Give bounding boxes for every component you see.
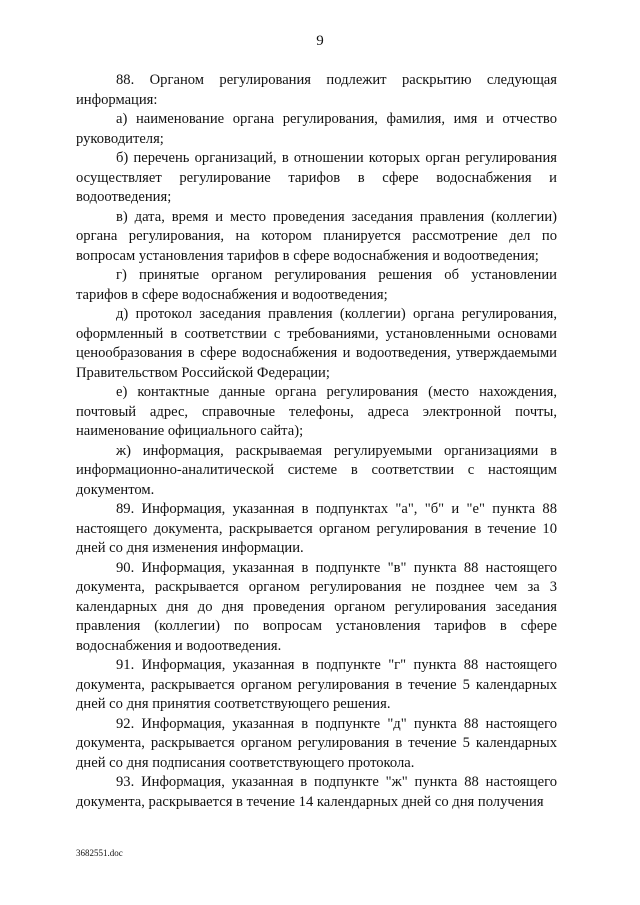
paragraph-88-e: е) контактные данные органа регулирования (место нахождения, почтовый адрес, справочные телефоны, адреса электронной почты, наименование официального сайта); (76, 384, 557, 439)
document-body (76, 71, 557, 812)
paragraph-88-b: б) перечень организаций, в отношении которых орган регулирования осуществляет регулирование тарифов в сфере водоснабжения и водоотведения; (76, 150, 557, 205)
paragraph-91: 91. Информация, указанная в подпункте "г" пункта 88 настоящего документа, раскрывается органом регулирования в течение 5 календарных дней со дня принятия соответствующего решения. (76, 657, 557, 712)
paragraph-88-g: г) принятые органом регулирования решения об установлении тарифов в сфере водоснабжения и водоотведения; (76, 267, 557, 303)
paragraph-93: 93. Информация, указанная в подпункте "ж" пункта 88 настоящего документа, раскрывается в течение 14 календарных дней со дня получения (76, 774, 557, 810)
paragraph-88-d: д) протокол заседания правления (коллегии) органа регулирования, оформленный в соответствии с требованиями, установленными основами ценообразования в сфере водоснабжения и водоотведения, утверждаемыми Правительством Российской Федерации; (76, 306, 557, 381)
footer-filename: 3682551.doc (76, 848, 123, 858)
paragraph-88-a: а) наименование органа регулирования, фамилия, имя и отчество руководителя; (76, 111, 557, 147)
paragraph-89: 89. Информация, указанная в подпунктах "а", "б" и "е" пункта 88 настоящего документа, раскрывается органом регулирования в течение 10 дней со дня изменения информации. (76, 501, 557, 556)
paragraph-92: 92. Информация, указанная в подпункте "д" пункта 88 настоящего документа, раскрывается органом регулирования в течение 5 календарных дней со дня подписания соответствующего протокола. (76, 715, 557, 771)
paragraph-90: 90. Информация, указанная в подпункте "в" пункта 88 настоящего документа, раскрывается органом регулирования не позднее чем за 3 календарных дня до дня проведения органом регулирования заседания правления (коллегии) по вопросам установления тарифов в сфере водоснабжения и водоотведения. (76, 559, 557, 654)
paragraph-88-zh: ж) информация, раскрываемая регулируемыми организациями в информационно-аналитической системе в соответствии с настоящим документом. (76, 442, 557, 498)
paragraph-88-v: в) дата, время и место проведения заседания правления (коллегии) органа регулирования, на котором планируется рассмотрение дел по вопросам установления тарифов в сфере водоснабжения и водоотведения; (76, 208, 557, 264)
paragraph-88: 88. Органом регулирования подлежит раскрытию следующая информация: (76, 72, 557, 108)
page-number: 9 (316, 33, 324, 49)
